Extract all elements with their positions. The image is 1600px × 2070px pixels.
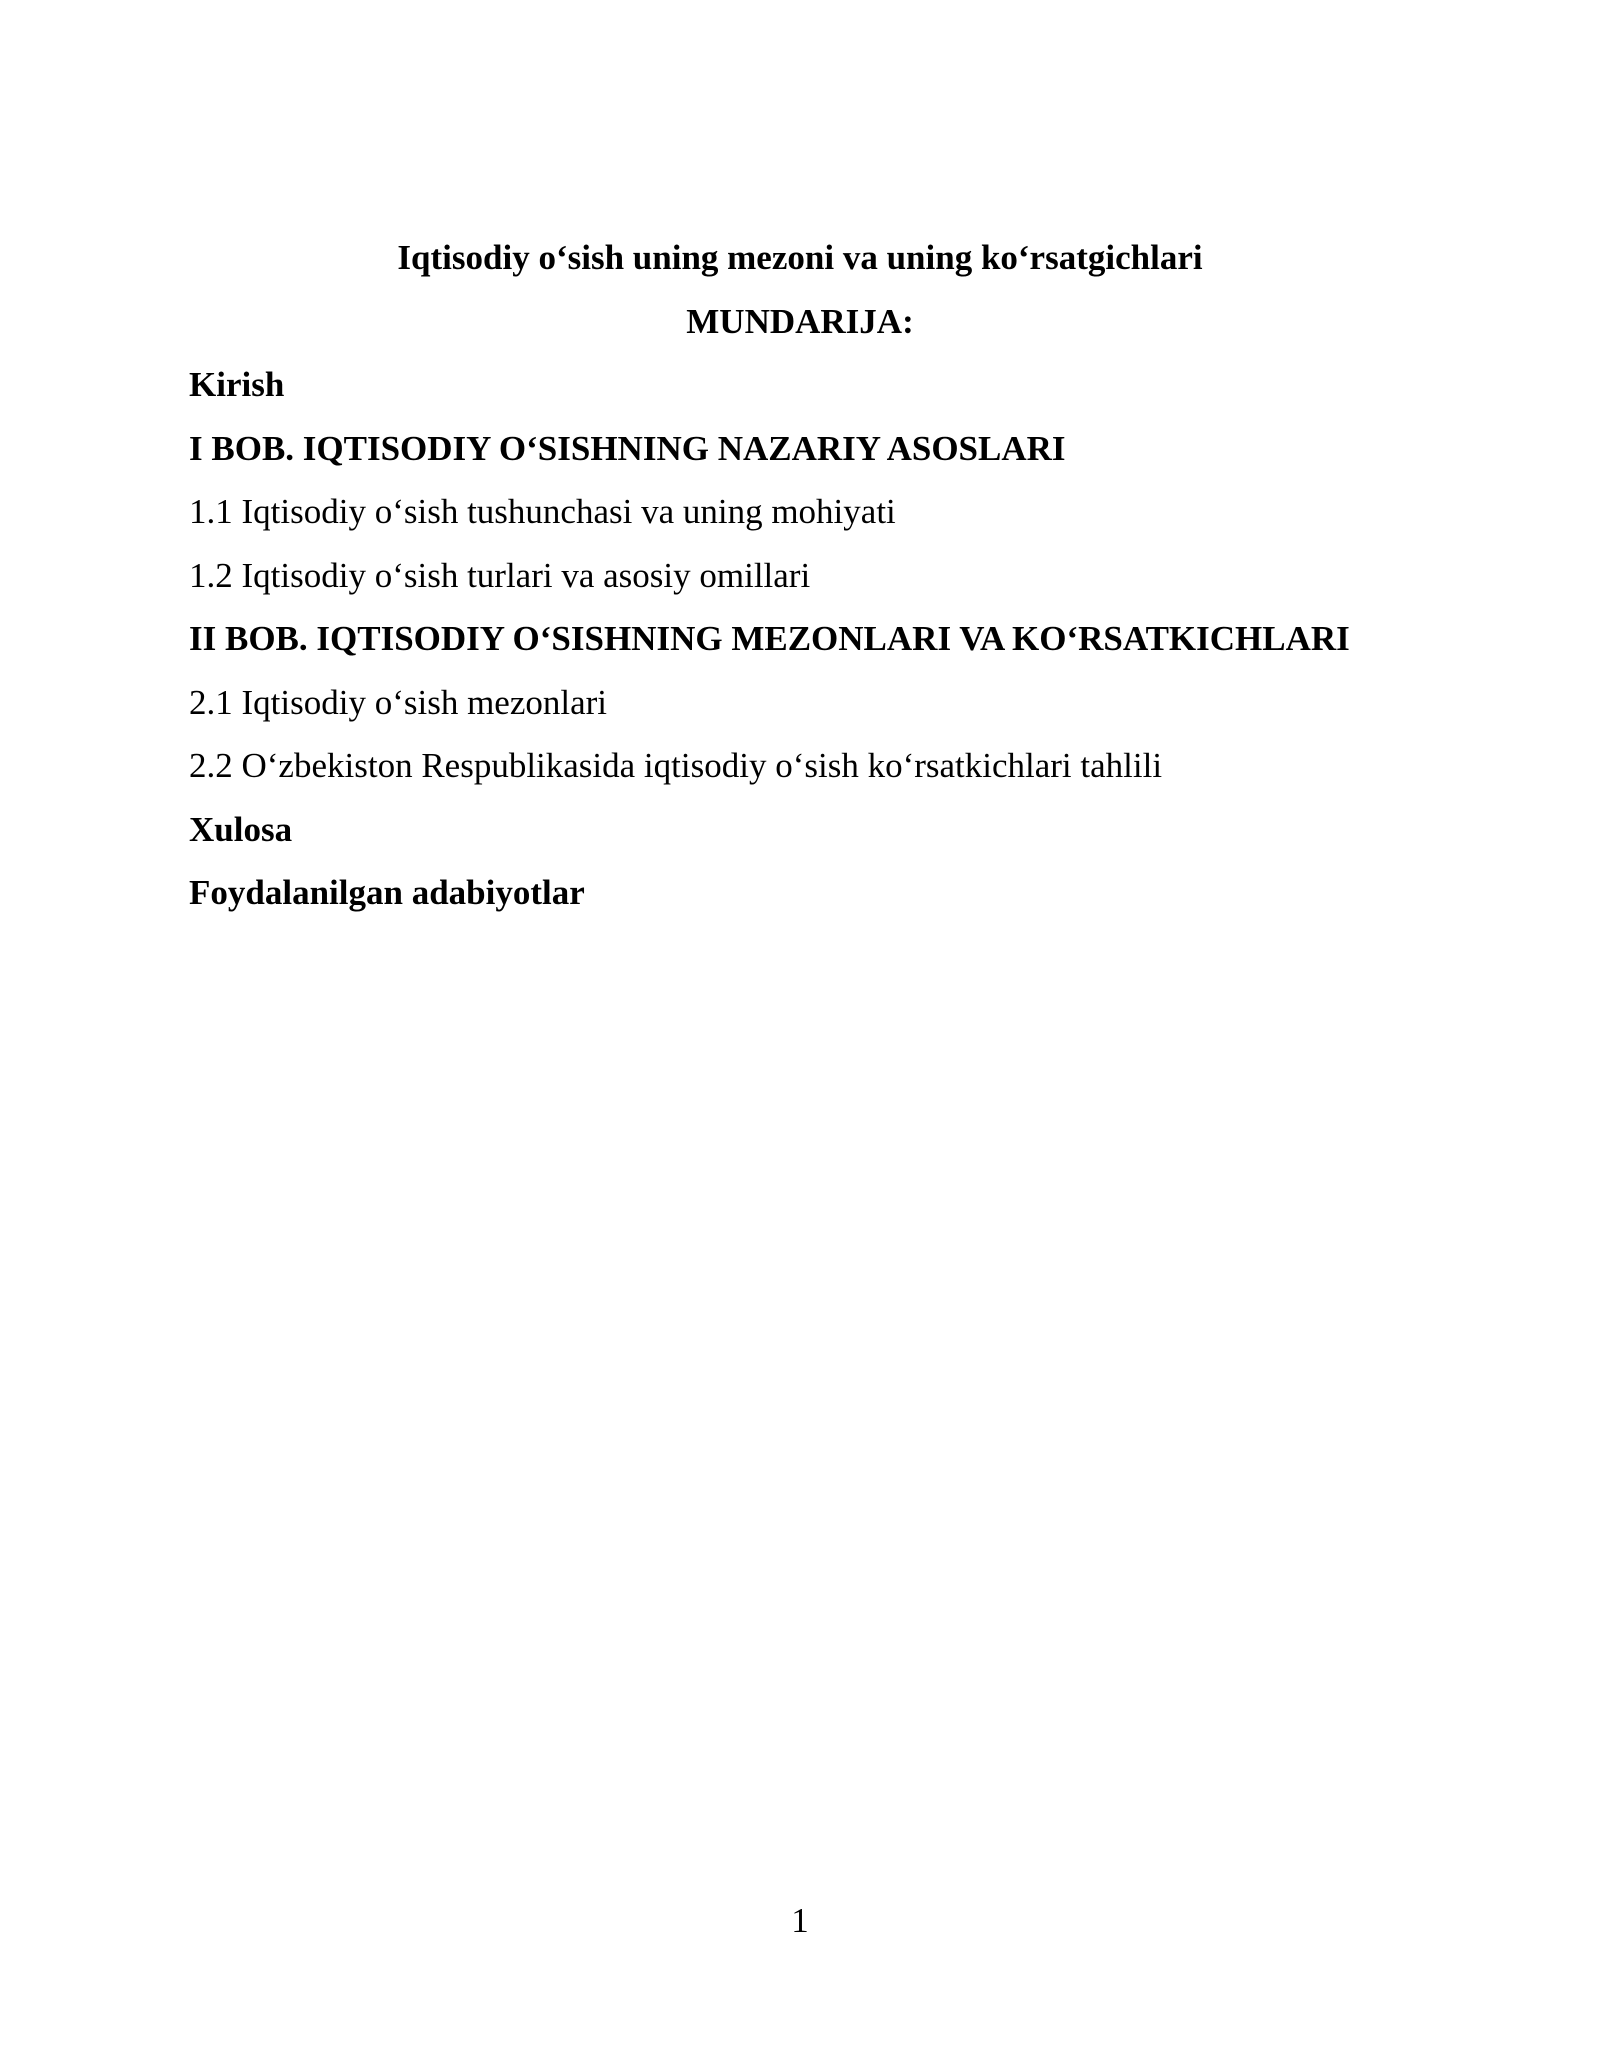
table-of-contents xyxy=(189,360,1489,932)
toc-entry-chapter-1: I BOB. IQTISODIY O‘SISHNING NAZARIY ASOSLARI xyxy=(189,428,1066,468)
toc-entry-section-1-1: 1.1 Iqtisodiy o‘sish tushunchasi va uning mohiyati xyxy=(189,492,896,531)
toc-entry-xulosa: Xulosa xyxy=(189,809,293,849)
toc-heading: MUNDARIJA: xyxy=(686,302,914,341)
toc-entry-chapter-2: II BOB. IQTISODIY O‘SISHNING MEZONLARI VA KO‘RSATKICHLARI xyxy=(189,619,1350,658)
toc-entry-kirish: Kirish xyxy=(189,365,285,404)
toc-entry-section-2-2: 2.2 O‘zbekiston Respublikasida iqtisodiy o‘sish ko‘rsatkichlari tahlili xyxy=(189,746,1163,785)
toc-entry-section-2-1: 2.1 Iqtisodiy o‘sish mezonlari xyxy=(189,682,608,722)
page-number: 1 xyxy=(791,1901,809,1940)
toc-entry-section-1-2: 1.2 Iqtisodiy o‘sish turlari va asosiy omillari xyxy=(189,555,811,595)
toc-entry-references: Foydalanilgan adabiyotlar xyxy=(189,873,585,912)
document-title: Iqtisodiy o‘sish uning mezoni va uning ko‘rsatgichlari xyxy=(397,238,1203,277)
